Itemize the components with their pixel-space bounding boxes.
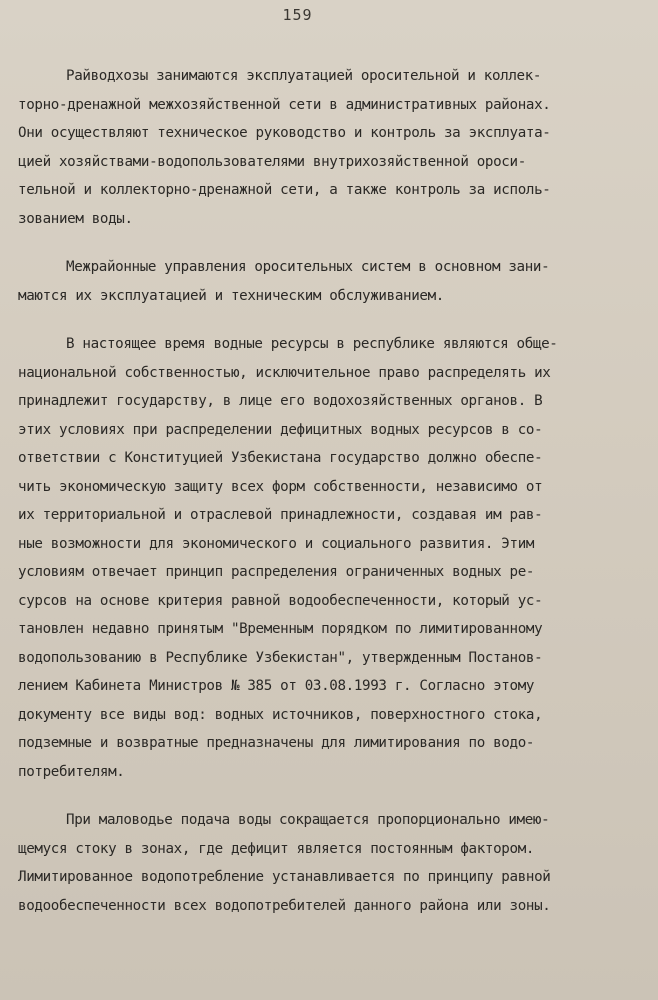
text-line: сурсов на основе критерия равной водообеспеченности, который ус- [18,592,543,609]
text-line: потребителям. [18,763,125,780]
text-line: При маловодье подача воды сокращается пропорционально имею- [66,812,550,828]
text-line: лением Кабинета Министров № 385 от 03.08.1993 г. Согласно этому [18,678,535,694]
text-line: ные возможности для экономического и социального развития. Этим [18,535,535,552]
text-line: щемуся стоку в зонах, где дефицит является постоянным фактором. [18,840,535,857]
text-line: их территориальной и отраслевой принадлежности, создавая им рав- [18,507,543,523]
text-line: этих условиях при распределении дефицитных водных ресурсов в со- [18,421,543,438]
text-line: Они осуществляют техническое руководство и контроль за эксплуата- [18,125,551,141]
paragraph-raivodkhozy [18,62,638,233]
paragraph-malovodye [18,806,638,920]
text-line: водопользованию в Республике Узбекистан", утвержденным Постанов- [18,649,543,666]
text-line: Лимитированное водопотребление устанавливается по принципу равной [18,869,551,885]
text-line: национальной собственностью, исключительное право распределять их [18,364,551,381]
text-line: тельной и коллекторно-дренажной сети, а также контроль за исполь- [18,182,551,198]
text-line: принадлежит государству, в лице его водохозяйственных органов. В [18,393,543,409]
text-line: тановлен недавно принятым "Временным порядком по лимитированному [18,621,543,637]
text-line: условиям отвечает принцип распределения ограниченных водных ре- [18,564,535,580]
paragraph-vodnye-resursy [18,330,638,786]
document-body [18,62,638,940]
text-line: цией хозяйствами-водопользователями внутрихозяйственной ороси- [18,153,526,170]
text-line: документу все виды вод: водных источников, поверхностного стока, [18,706,543,723]
page-number: 159 [282,6,313,24]
text-line: торно-дренажной межхозяйственной сети в административных районах. [18,96,551,113]
text-line: Райводхозы занимаются эксплуатацией оросительной и коллек- [66,68,542,84]
text-line: подземные и возвратные предназначены для лимитирования по водо- [18,735,535,751]
text-line: маются их эксплуатацией и техническим обслуживанием. [18,287,444,304]
text-line: ответствии с Конституцией Узбекистана государство должно обеспе- [18,450,543,466]
paragraph-mezhraionnye [18,253,638,310]
text-line: водообеспеченности всех водопотребителей данного района или зоны. [18,897,551,914]
text-line: В настоящее время водные ресурсы в республике являются обще- [66,336,558,352]
text-line: чить экономическую защиту всех форм собственности, независимо от [18,478,543,495]
text-line: Межрайонные управления оросительных систем в основном зани- [66,259,550,275]
text-line: зованием воды. [18,210,133,227]
